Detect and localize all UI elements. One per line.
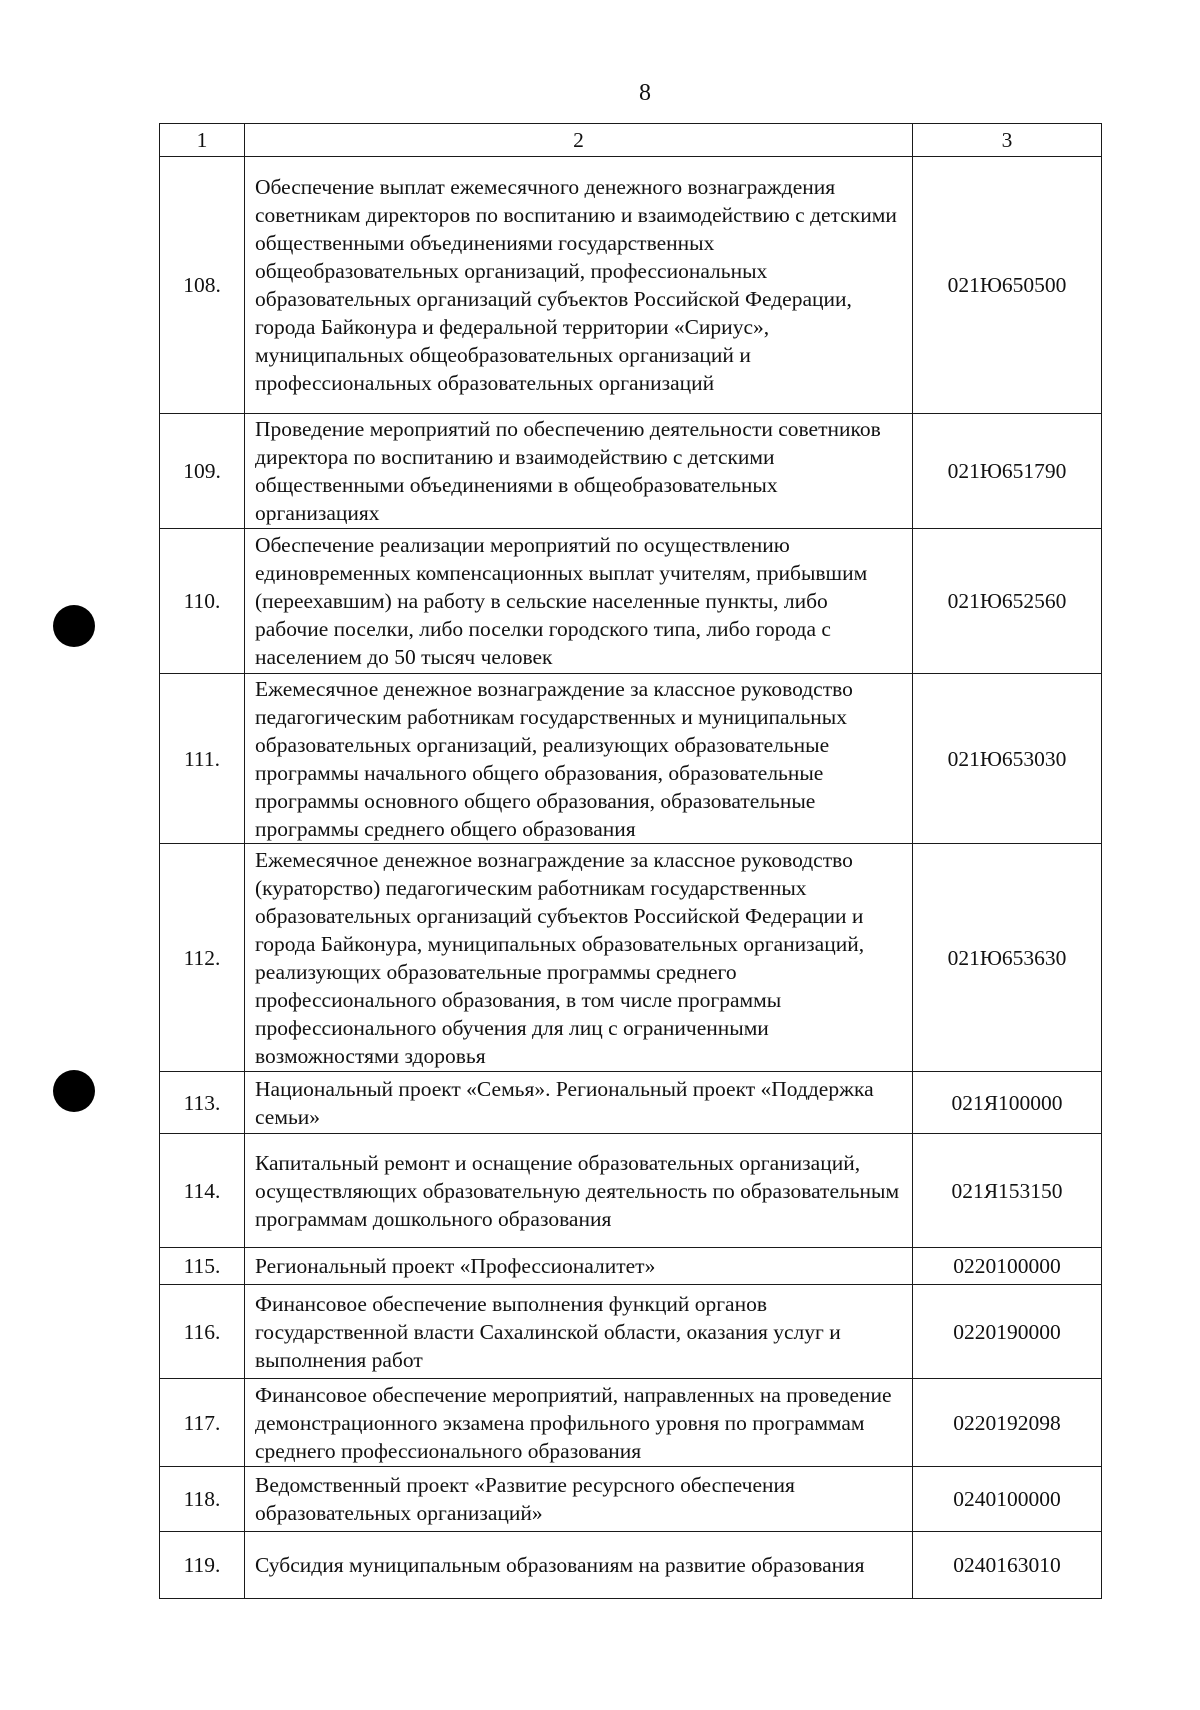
row-code: 0220190000 — [913, 1285, 1102, 1379]
table-row — [160, 529, 1102, 674]
row-number: 118. — [160, 1467, 245, 1532]
table-row — [160, 844, 1102, 1072]
row-number: 115. — [160, 1248, 245, 1285]
row-name: Ведомственный проект «Развитие ресурсного обеспечения образовательных организаций» — [245, 1467, 913, 1532]
row-number: 114. — [160, 1134, 245, 1248]
row-name: Национальный проект «Семья». Региональный проект «Поддержка семьи» — [245, 1072, 913, 1134]
table-row — [160, 1379, 1102, 1467]
table-row — [160, 1072, 1102, 1134]
row-name: Ежемесячное денежное вознаграждение за классное руководство (кураторство) педагогическим работникам государственных образовательных организаций субъектов Российской Федерации и города Байконура, муниципальных образовательных организаций, реализующих образовательные программы среднего профессионального образования, в том числе программы профессионального обучения для лиц с ограниченными возможностями здоровья — [245, 844, 913, 1072]
row-code: 021Я100000 — [913, 1072, 1102, 1134]
row-number: 112. — [160, 844, 245, 1072]
row-number: 117. — [160, 1379, 245, 1467]
row-code: 021Ю652560 — [913, 529, 1102, 674]
row-number: 113. — [160, 1072, 245, 1134]
table-row — [160, 1248, 1102, 1285]
row-name: Финансовое обеспечение мероприятий, направленных на проведение демонстрационного экзамена профильного уровня по программам среднего профессионального образования — [245, 1379, 913, 1467]
row-name: Субсидия муниципальным образованиям на развитие образования — [245, 1532, 913, 1599]
row-name: Проведение мероприятий по обеспечению деятельности советников директора по воспитанию и взаимодействию с детскими общественными объединениями в общеобразовательных организациях — [245, 414, 913, 529]
table-row — [160, 1285, 1102, 1379]
row-code: 021Ю653030 — [913, 674, 1102, 844]
table-header-row — [160, 124, 1102, 157]
row-code: 0220192098 — [913, 1379, 1102, 1467]
row-number: 116. — [160, 1285, 245, 1379]
row-number: 111. — [160, 674, 245, 844]
row-number: 109. — [160, 414, 245, 529]
row-code: 0240163010 — [913, 1532, 1102, 1599]
table-row — [160, 1532, 1102, 1599]
binder-punch-hole — [53, 1070, 95, 1112]
row-code: 021Ю653630 — [913, 844, 1102, 1072]
row-code: 021Ю651790 — [913, 414, 1102, 529]
row-name: Финансовое обеспечение выполнения функций органов государственной власти Сахалинской области, оказания услуг и выполнения работ — [245, 1285, 913, 1379]
header-cell-3: 3 — [913, 124, 1102, 157]
row-code: 021Ю650500 — [913, 157, 1102, 414]
budget-code-table — [159, 123, 1102, 1599]
row-name: Региональный проект «Профессионалитет» — [245, 1248, 913, 1285]
header-cell-1: 1 — [160, 124, 245, 157]
table-row — [160, 157, 1102, 414]
row-number: 119. — [160, 1532, 245, 1599]
binder-punch-hole — [53, 605, 95, 647]
row-code: 0220100000 — [913, 1248, 1102, 1285]
table-row — [160, 1134, 1102, 1248]
row-number: 108. — [160, 157, 245, 414]
row-name: Обеспечение реализации мероприятий по осуществлению единовременных компенсационных выплат учителям, прибывшим (переехавшим) на работу в сельские населенные пункты, либо рабочие поселки, либо поселки городского типа, либо города с населением до 50 тысяч человек — [245, 529, 913, 674]
row-name: Капитальный ремонт и оснащение образовательных организаций, осуществляющих образовательную деятельность по образовательным программам дошкольного образования — [245, 1134, 913, 1248]
table-row — [160, 414, 1102, 529]
header-cell-2: 2 — [245, 124, 913, 157]
row-code: 0240100000 — [913, 1467, 1102, 1532]
row-number: 110. — [160, 529, 245, 674]
table-row — [160, 674, 1102, 844]
table-row — [160, 1467, 1102, 1532]
row-code: 021Я153150 — [913, 1134, 1102, 1248]
page-number: 8 — [639, 80, 651, 106]
row-name: Обеспечение выплат ежемесячного денежного вознаграждения советникам директоров по воспитанию и взаимодействию с детскими общественными объединениями государственных общеобразовательных организаций, профессиональных образовательных организаций субъектов Российской Федерации, города Байконура и федеральной территории «Сириус», муниципальных общеобразовательных организаций и профессиональных образовательных организаций — [245, 157, 913, 414]
row-name: Ежемесячное денежное вознаграждение за классное руководство педагогическим работникам государственных и муниципальных образовательных организаций, реализующих образовательные программы начального общего образования, образовательные программы основного общего образования, образовательные программы среднего общего образования — [245, 674, 913, 844]
